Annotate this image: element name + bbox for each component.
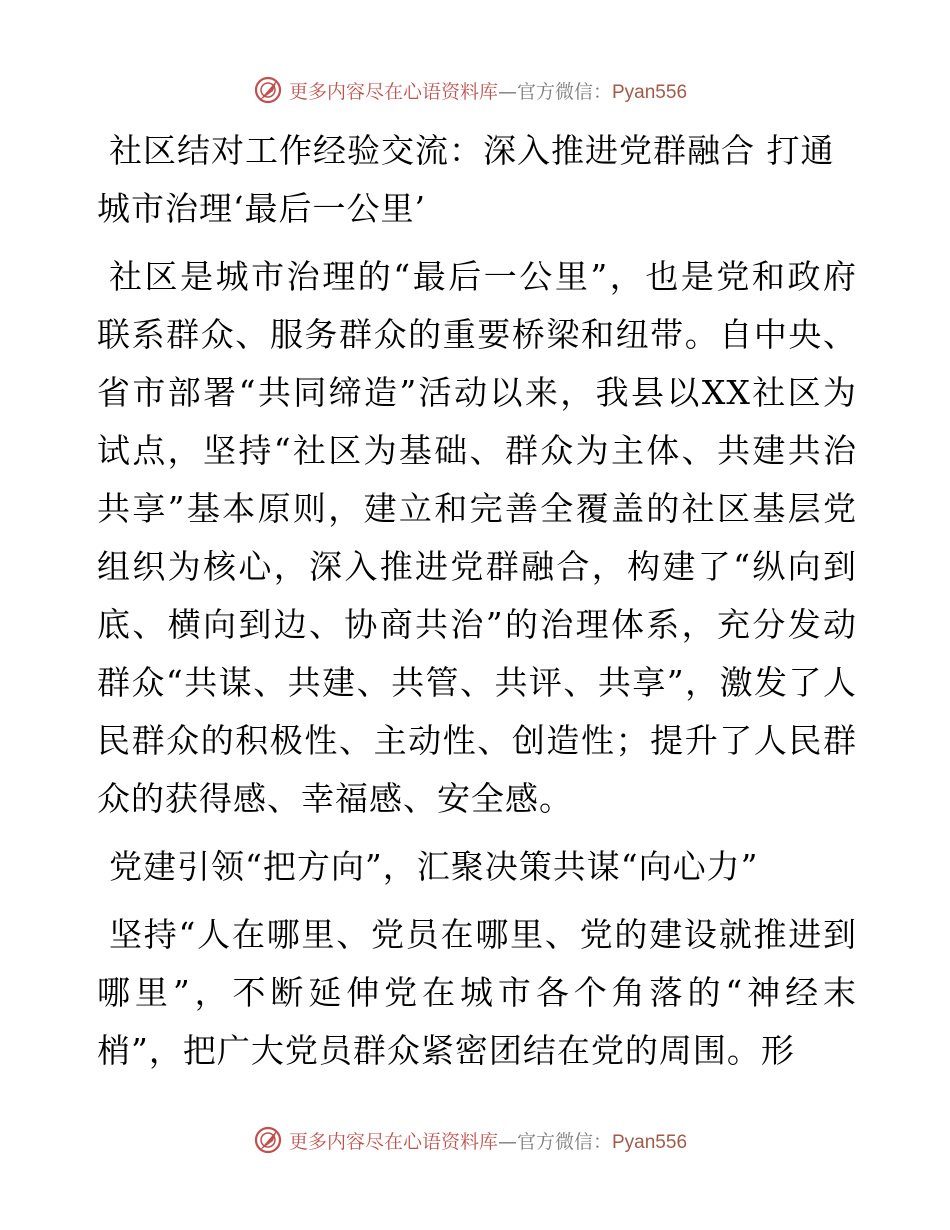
watermark-header-inner xyxy=(253,75,687,105)
quill-logo-icon xyxy=(253,1125,283,1155)
document-body xyxy=(97,122,857,1080)
watermark-footer-inner xyxy=(253,1125,687,1155)
watermark-footer-text xyxy=(289,1127,687,1154)
watermark-main-text: 更多内容尽在心语资料库 xyxy=(288,1130,498,1153)
watermark-separator: — xyxy=(497,1130,517,1153)
paragraph-intro: 社区是城市治理的“最后一公里”，也是党和政府联系群众、服务群众的重要桥梁和纽带。自中央、省市部署“共同缔造”活动以来，我县以XX社区为试点，坚持“社区为基础、群众为主体、共建共治共享”基本原则，建立和完善全覆盖的社区基层党组织为核心，深入推进党群融合，构建了“纵向到底、横向到边、协商共治”的治理体系，充分发动群众“共谋、共建、共管、共评、共享”，激发了人民群众的积极性、主动性、创造性；提升了人民群众的获得感、幸福感、安全感。 xyxy=(97,257,857,818)
watermark-footer xyxy=(0,1120,950,1160)
watermark-wechat-id: Pyan556 xyxy=(612,81,688,103)
watermark-header xyxy=(0,70,950,110)
watermark-main-text: 更多内容尽在心语资料库 xyxy=(288,80,498,103)
watermark-official-label: 官方微信： xyxy=(516,1130,612,1153)
watermark-separator: — xyxy=(497,80,517,103)
document-title: 社区结对工作经验交流：深入推进党群融合 打通城市治理‘最后一公里’ xyxy=(97,131,835,228)
watermark-official-label: 官方微信： xyxy=(516,80,612,103)
section-heading: 党建引领“把方向”，汇聚决策共谋“向心力” xyxy=(109,847,759,886)
watermark-wechat-id: Pyan556 xyxy=(612,1131,688,1153)
quill-logo-icon xyxy=(253,75,283,105)
paragraph-section: 坚持“人在哪里、党员在哪里、党的建设就推进到哪里”，不断延伸党在城市各个角落的“神经末梢”，把广大党员群众紧密团结在党的周围。形 xyxy=(97,915,857,1070)
watermark-header-text xyxy=(289,77,687,104)
